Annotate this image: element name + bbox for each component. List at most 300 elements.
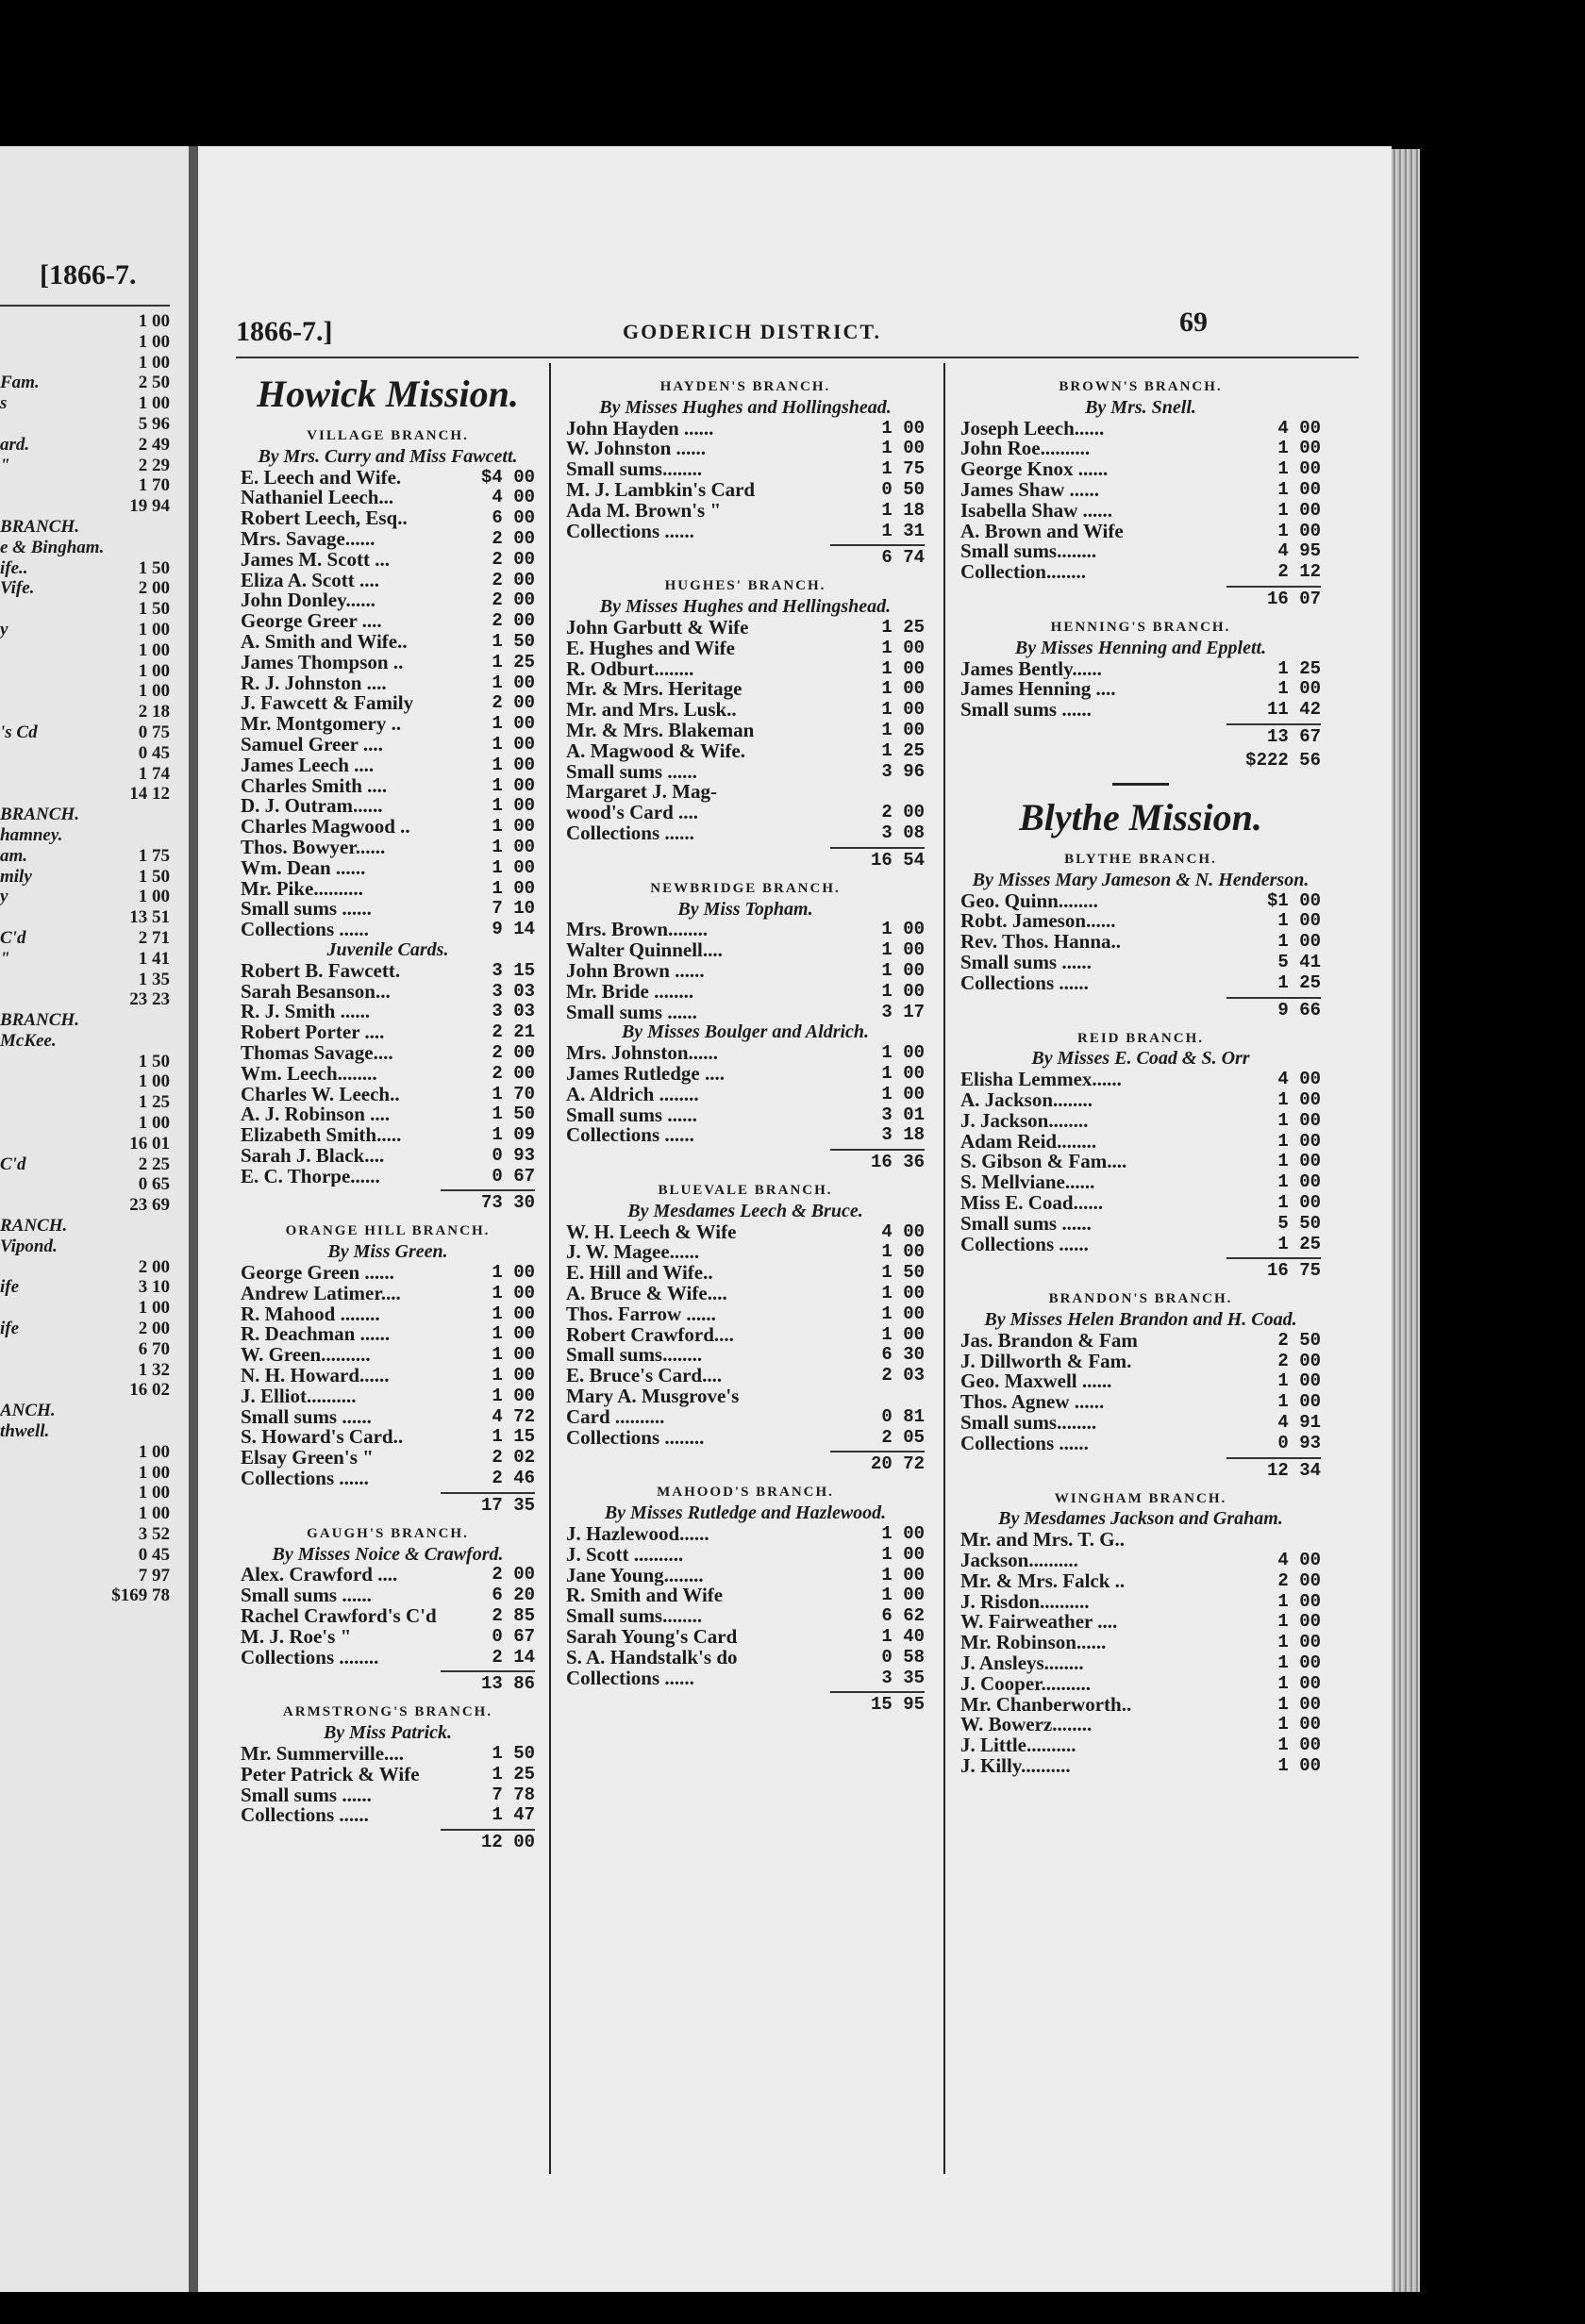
facing-page-line	[0, 681, 170, 702]
facing-page-line-amount	[109, 1401, 170, 1421]
branch-heading: ORANGE HILL BRANCH.	[285, 1223, 491, 1239]
facing-page-line-text: ife	[0, 1319, 20, 1339]
branch-total	[566, 1691, 925, 1714]
contributor-name: Mr. Robinson......	[960, 1633, 1107, 1654]
contribution-amount: 0 58	[881, 1646, 925, 1668]
facing-page-line-text	[0, 970, 109, 990]
list-item	[960, 1653, 1321, 1674]
list-item	[241, 1627, 535, 1648]
facing-page-line-amount: 1 50	[138, 599, 170, 620]
list-item	[960, 1633, 1321, 1653]
facing-page-line	[0, 825, 170, 846]
contributor-name: Mr. & Mrs. Blakeman	[566, 720, 755, 741]
contributor-name: A. Smith and Wife..	[241, 631, 408, 653]
list-item	[960, 700, 1321, 721]
contribution-amount: 1 00	[1277, 910, 1321, 932]
facing-page-line	[0, 1195, 170, 1216]
facing-page-line	[0, 989, 170, 1010]
facing-page-line	[0, 1174, 170, 1195]
facing-page-line-amount: 6 70	[138, 1338, 170, 1359]
facing-page-line-text: mily	[0, 866, 32, 887]
contributor-name: J. Cooper..........	[960, 1673, 1092, 1695]
contributor-name: E. C. Thorpe......	[241, 1166, 380, 1187]
list-item	[241, 550, 535, 571]
facing-page-line-amount: 1 00	[138, 1298, 170, 1319]
contributor-name: Alex. Crawford ....	[241, 1565, 398, 1586]
facing-page-line-text: ANCH.	[0, 1401, 56, 1421]
branch-heading: REID BRANCH.	[1076, 1030, 1204, 1046]
facing-page-line-text: y	[0, 887, 8, 907]
facing-page-line	[0, 1216, 170, 1237]
page-year: 1866-7.]	[236, 316, 333, 347]
facing-page-line-text	[0, 1380, 109, 1401]
contribution-amount: 1 00	[881, 1585, 925, 1606]
facing-page-line	[0, 435, 170, 456]
list-item	[241, 468, 535, 489]
facing-page-line	[0, 1463, 170, 1484]
list-item	[566, 1366, 925, 1386]
list-item	[960, 1172, 1321, 1193]
contributor-name: W. Green..........	[241, 1345, 371, 1367]
contributor-name: John Brown ......	[566, 960, 705, 982]
contribution-amount: 1 31	[881, 520, 925, 541]
branch-subheading: Juvenile Cards.	[326, 938, 449, 960]
contribution-amount: 2 12	[1277, 561, 1321, 583]
contribution-amount: 1 00	[492, 1303, 535, 1324]
list-item	[241, 1448, 535, 1469]
list-item	[960, 1132, 1321, 1153]
facing-page-line-amount	[109, 1216, 170, 1237]
list-item	[241, 879, 535, 900]
page-title: GODERICH DISTRICT.	[623, 320, 881, 343]
contribution-amount: 0 81	[881, 1405, 925, 1427]
contribution-amount: 4 72	[492, 1405, 535, 1427]
branch-total	[960, 1257, 1321, 1280]
list-item	[566, 1242, 925, 1263]
contribution-amount: 1 00	[492, 816, 535, 838]
facing-page-line-amount: 13 51	[129, 907, 170, 928]
list-item	[566, 1407, 925, 1428]
facing-page-line	[0, 1585, 170, 1606]
contributor-name: Collections ......	[960, 972, 1089, 994]
contribution-amount: 2 21	[492, 1021, 535, 1043]
contribution-amount: 2 00	[1277, 1350, 1321, 1371]
facing-page-line	[0, 1052, 170, 1072]
contributor-name: W. Bowerz........	[960, 1715, 1093, 1736]
list-item	[241, 1304, 535, 1325]
facing-page-line-text	[0, 1134, 109, 1154]
list-item	[241, 1648, 535, 1668]
facing-page-line-text: thwell.	[0, 1421, 50, 1442]
facing-page-line-text	[0, 1585, 109, 1606]
branch-total-amount: 6 74	[830, 544, 925, 567]
branch-heading: GAUGH'S BRANCH.	[307, 1525, 469, 1541]
list-item	[960, 1413, 1321, 1434]
facing-page-line-amount: 1 74	[138, 763, 170, 784]
contributor-name: Mrs. Johnston......	[566, 1043, 719, 1064]
facing-page-line-text	[0, 764, 109, 785]
facing-page-line-text	[0, 743, 109, 764]
contribution-amount: 1 00	[881, 939, 925, 961]
contributor-name: R. Deachman ......	[241, 1324, 391, 1346]
facing-page-line-amount: 1 00	[138, 352, 170, 373]
contributor-name: Ada M. Brown's "	[566, 500, 722, 522]
facing-page-line-amount: 1 35	[138, 969, 170, 989]
contribution-amount: 0 93	[1277, 1432, 1321, 1453]
list-item	[566, 1524, 925, 1545]
contribution-amount: 1 00	[1277, 1611, 1321, 1633]
contributor-name: Jas. Brandon & Fam	[960, 1330, 1138, 1352]
list-item	[241, 673, 535, 694]
facing-page-line	[0, 353, 170, 374]
contributor-name: M. J. Lambkin's Card	[566, 479, 756, 501]
contributor-name: Robert B. Fawcett.	[241, 960, 401, 982]
contributor-name: D. J. Outram......	[241, 796, 383, 818]
contributor-name: Collections ......	[566, 1125, 694, 1147]
facing-page-line-text: ife	[0, 1277, 20, 1298]
contributor-name: James Shaw ......	[960, 479, 1100, 501]
list-item	[960, 1592, 1321, 1613]
list-item	[566, 1648, 925, 1668]
branch-subheading: By Misses Boulger and Aldrich.	[621, 1021, 870, 1043]
facing-page-line-text: y	[0, 619, 8, 639]
list-item	[241, 632, 535, 653]
list-item	[241, 1324, 535, 1345]
contribution-amount: 3 03	[492, 980, 535, 1002]
contributor-name: Geo. Maxwell ......	[960, 1371, 1112, 1393]
contributor-name: Sarah J. Black....	[241, 1145, 385, 1167]
branch-collectors: By Miss Green.	[327, 1241, 448, 1263]
contribution-amount: 11 42	[1266, 699, 1321, 721]
list-item	[566, 501, 925, 522]
contribution-amount: 1 00	[881, 959, 925, 981]
facing-page-line	[0, 1503, 170, 1524]
contributor-name: Small sums ......	[566, 1104, 697, 1126]
list-item	[241, 899, 535, 920]
list-item	[241, 1606, 535, 1627]
facing-page-line-amount: 1 00	[138, 1462, 170, 1483]
facing-page-line-text	[0, 1503, 109, 1524]
contributor-name: Rachel Crawford's C'd	[241, 1606, 437, 1627]
list-item	[566, 1325, 925, 1346]
facing-page-line-amount: 1 70	[138, 475, 170, 496]
contributor-name: John Garbutt & Wife	[566, 617, 749, 639]
contributor-name: Mr. and Mrs. T. G..	[960, 1530, 1126, 1552]
list-item	[566, 1606, 925, 1627]
contribution-amount: 1 00	[881, 1543, 925, 1565]
contributor-name: wood's Card ....	[566, 803, 699, 823]
contribution-amount: 1 00	[492, 754, 535, 775]
contribution-amount	[840, 782, 925, 803]
list-item	[566, 1627, 925, 1648]
contributor-name: Small sums........	[566, 1345, 703, 1367]
facing-page-line	[0, 1298, 170, 1319]
list-item	[241, 1085, 535, 1105]
contributor-name: Samuel Greer ....	[241, 734, 383, 755]
contributor-name: Elizabeth Smith.....	[241, 1125, 402, 1146]
contributor-name: Mr. Montgomery ..	[241, 714, 402, 735]
contribution-amount: 4 00	[1277, 417, 1321, 439]
contribution-amount: 1 00	[881, 1241, 925, 1263]
list-item	[566, 1386, 925, 1407]
facing-page-line	[0, 1134, 170, 1154]
list-item	[960, 953, 1321, 973]
branch-total-amount: 15 95	[830, 1691, 925, 1714]
contributor-name: A. Aldrich ........	[566, 1084, 699, 1105]
contributor-name: Small sums ......	[241, 1406, 372, 1428]
facing-page-line-text	[0, 1257, 109, 1278]
contribution-amount: 1 25	[1277, 657, 1321, 679]
list-item	[241, 1407, 535, 1428]
list-item	[566, 721, 925, 741]
contributor-name: R. J. Smith ......	[241, 1002, 371, 1023]
list-item	[566, 782, 925, 803]
list-item	[566, 1545, 925, 1566]
facing-page-line-text	[0, 989, 109, 1010]
contribution-amount: 0 50	[881, 478, 925, 500]
contributor-name: A. J. Robinson ....	[241, 1104, 391, 1126]
contribution-amount: 2 00	[492, 1041, 535, 1063]
contribution-amount: 2 00	[492, 589, 535, 611]
contributor-name: Small sums ......	[960, 700, 1092, 721]
facing-page-line	[0, 1401, 170, 1421]
contribution-amount: $1 00	[1266, 889, 1321, 911]
contribution-amount: 1 00	[881, 1083, 925, 1104]
contributor-name: Small sums ......	[960, 952, 1092, 973]
contributor-name: Sarah Young's Card	[566, 1627, 738, 1648]
contribution-amount: 1 00	[492, 1365, 535, 1386]
list-item	[566, 1284, 925, 1304]
contributor-name: S. Mellviane......	[960, 1172, 1095, 1193]
contributor-name: R. J. Johnston ....	[241, 672, 387, 694]
contribution-amount: 1 75	[881, 458, 925, 480]
list-item	[566, 480, 925, 501]
facing-page-line-amount: 2 00	[138, 1319, 170, 1339]
facing-page-line	[0, 1421, 170, 1442]
contribution-amount: 1 00	[881, 657, 925, 679]
contribution-amount: $4 00	[480, 466, 535, 488]
facing-page-line	[0, 475, 170, 496]
branch-total	[241, 1670, 535, 1693]
facing-page-line	[0, 496, 170, 517]
contributor-name: Collections ......	[566, 1668, 694, 1689]
column-2	[566, 368, 925, 1714]
contribution-amount: 1 25	[881, 616, 925, 638]
branch-total-amount: 16 75	[1226, 1257, 1321, 1280]
facing-page-line	[0, 784, 170, 805]
contribution-amount: 1 00	[881, 980, 925, 1002]
list-item	[960, 1090, 1321, 1111]
facing-page-line-amount: 1 00	[138, 1113, 170, 1134]
list-item	[566, 940, 925, 961]
contribution-amount: 1 00	[1277, 1632, 1321, 1653]
contribution-amount: 1 40	[881, 1626, 925, 1648]
facing-page-line-text	[0, 332, 109, 353]
list-item	[960, 1695, 1321, 1716]
facing-page-line-text	[0, 784, 109, 805]
facing-page-line-amount: 16 02	[129, 1380, 170, 1401]
facing-page-line-amount: 23 23	[129, 989, 170, 1010]
branch-collectors: By Mesdames Jackson and Graham.	[998, 1508, 1283, 1530]
list-item	[960, 480, 1321, 501]
list-item	[241, 1345, 535, 1366]
facing-page-line-text: Vipond.	[0, 1236, 58, 1256]
contribution-amount: 1 15	[492, 1426, 535, 1448]
list-item	[960, 1715, 1321, 1735]
list-item	[241, 1765, 535, 1785]
contributor-name: John Hayden ......	[566, 418, 714, 440]
contribution-amount: 1 00	[492, 1262, 535, 1284]
facing-page-line-text: 's Cd	[0, 722, 38, 742]
branch-total	[960, 723, 1321, 746]
contribution-amount: 1 00	[1277, 1171, 1321, 1193]
contributor-name: Mr. Pike..........	[241, 878, 363, 900]
branch-heading: BLUEVALE BRANCH.	[658, 1183, 833, 1199]
facing-page-line	[0, 1031, 170, 1052]
contribution-amount: 7 10	[492, 898, 535, 920]
contribution-amount: 3 01	[881, 1104, 925, 1125]
list-item	[566, 659, 925, 680]
facing-page-line	[0, 661, 170, 682]
facing-page-line-amount	[109, 1010, 170, 1031]
facing-page-line-text: ife..	[0, 557, 28, 578]
facing-page-line-text	[0, 1174, 109, 1195]
contributor-name: Card ..........	[566, 1406, 665, 1428]
branch-total-amount: 73 30	[441, 1189, 535, 1212]
contributor-name: Adam Reid........	[960, 1131, 1097, 1153]
branch-heading: HUGHES' BRANCH.	[664, 578, 826, 594]
list-item	[566, 439, 925, 459]
contributor-name: James Rutledge ....	[566, 1063, 725, 1085]
facing-page-line-text	[0, 599, 109, 620]
branch-total	[960, 586, 1321, 608]
contribution-amount: 1 00	[492, 1282, 535, 1303]
contribution-amount: 2 03	[881, 1365, 925, 1386]
list-item	[566, 1263, 925, 1284]
facing-page-line-text: C'd	[0, 1154, 26, 1174]
list-item	[566, 762, 925, 783]
facing-page-line-text	[0, 640, 109, 661]
facing-page-line	[0, 1524, 170, 1545]
facing-page-line-text	[0, 661, 109, 682]
list-item	[241, 1146, 535, 1167]
branch-heading: NEWBRIDGE BRANCH.	[650, 880, 841, 896]
contribution-amount: 1 25	[1277, 1233, 1321, 1254]
list-item	[960, 1193, 1321, 1214]
branch-total-amount: 12 34	[1226, 1457, 1321, 1480]
list-item	[241, 590, 535, 611]
list-item	[960, 1571, 1321, 1592]
facing-page-line-text	[0, 1071, 109, 1092]
facing-page-line	[0, 373, 170, 393]
contribution-amount: 1 00	[1277, 520, 1321, 541]
facing-page-line-text	[0, 311, 109, 332]
facing-page-line-amount	[109, 825, 170, 846]
contributor-name: Nathaniel Leech...	[241, 488, 394, 509]
contributor-name: S. Gibson & Fam....	[960, 1152, 1127, 1173]
list-item	[566, 419, 925, 440]
contribution-amount: 1 00	[1277, 1109, 1321, 1131]
contribution-amount: 3 17	[881, 1001, 925, 1022]
contribution-amount: 5 41	[1277, 951, 1321, 972]
facing-page-line	[0, 599, 170, 620]
contributor-name: M. J. Roe's "	[241, 1626, 352, 1648]
facing-page-line	[0, 1154, 170, 1175]
contributor-name: Jackson..........	[960, 1551, 1078, 1571]
contributor-name: Mr. & Mrs. Falck ..	[960, 1570, 1126, 1592]
facing-page-line	[0, 1237, 170, 1257]
contributor-name: Sarah Besanson...	[241, 981, 391, 1003]
list-item	[566, 1428, 925, 1449]
contributor-name: E. Hughes and Wife	[566, 638, 735, 659]
branch-collectors: By Misses E. Coad & S. Orr	[1031, 1048, 1250, 1070]
list-item	[566, 1085, 925, 1105]
contribution-amount: 3 18	[881, 1124, 925, 1146]
contributor-name: James Leech ....	[241, 755, 375, 776]
list-item	[241, 1125, 535, 1146]
contributor-name: Small sums........	[960, 1413, 1097, 1434]
contributor-name: J. Killy..........	[960, 1756, 1071, 1777]
list-item	[566, 1566, 925, 1586]
facing-page-line-text	[0, 1463, 109, 1484]
facing-page-line-amount	[109, 538, 170, 558]
contributor-name: Collections ......	[960, 1234, 1089, 1255]
branch-collectors: By Misses Helen Brandon and H. Coad.	[984, 1309, 1297, 1331]
contributor-name: Joseph Leech......	[960, 418, 1105, 440]
contribution-amount: 2 05	[881, 1426, 925, 1448]
facing-page-line-amount: 1 00	[138, 1503, 170, 1524]
facing-page-line	[0, 517, 170, 538]
contribution-amount: 1 00	[881, 637, 925, 658]
contributor-name: Mr. Chanberworth..	[960, 1694, 1132, 1716]
contributor-name: Margaret J. Mag-	[566, 782, 717, 804]
contribution-amount: 1 25	[881, 739, 925, 761]
contributor-name: Collections ......	[566, 822, 694, 844]
facing-page-line-text: am.	[0, 845, 28, 866]
branch-total	[241, 1829, 535, 1851]
list-item	[241, 693, 535, 714]
list-item	[960, 1530, 1321, 1551]
contributor-name: W. Fairweather ....	[960, 1612, 1118, 1634]
branch-total	[566, 544, 925, 567]
contribution-amount: 1 00	[881, 438, 925, 459]
branch-total-amount: 20 72	[830, 1451, 925, 1473]
branch-total	[566, 1451, 925, 1473]
list-item	[566, 1125, 925, 1146]
contribution-amount: 1 00	[881, 1564, 925, 1585]
contribution-amount: 4 00	[1277, 1069, 1321, 1090]
branch-total-amount: 17 35	[441, 1492, 535, 1515]
contribution-amount: 1 00	[1277, 458, 1321, 480]
contribution-amount: 1 00	[492, 836, 535, 857]
contribution-amount: 1 00	[881, 417, 925, 439]
facing-page-line	[0, 578, 170, 599]
contributor-name: Thomas Savage....	[241, 1042, 393, 1064]
facing-page-line-amount: 1 00	[138, 887, 170, 907]
list-item	[960, 1352, 1321, 1372]
contributor-name: Robert Leech, Esq..	[241, 508, 408, 529]
list-item	[566, 1003, 925, 1023]
facing-page-line-text: C'd	[0, 927, 26, 948]
list-item	[241, 508, 535, 529]
list-item	[241, 1366, 535, 1386]
contribution-amount: 1 18	[881, 499, 925, 521]
contributor-name: Small sums ......	[241, 1784, 372, 1806]
list-item	[241, 755, 535, 776]
facing-page-line	[0, 538, 170, 558]
contribution-amount: 1 09	[492, 1124, 535, 1146]
facing-page-line	[0, 1113, 170, 1134]
